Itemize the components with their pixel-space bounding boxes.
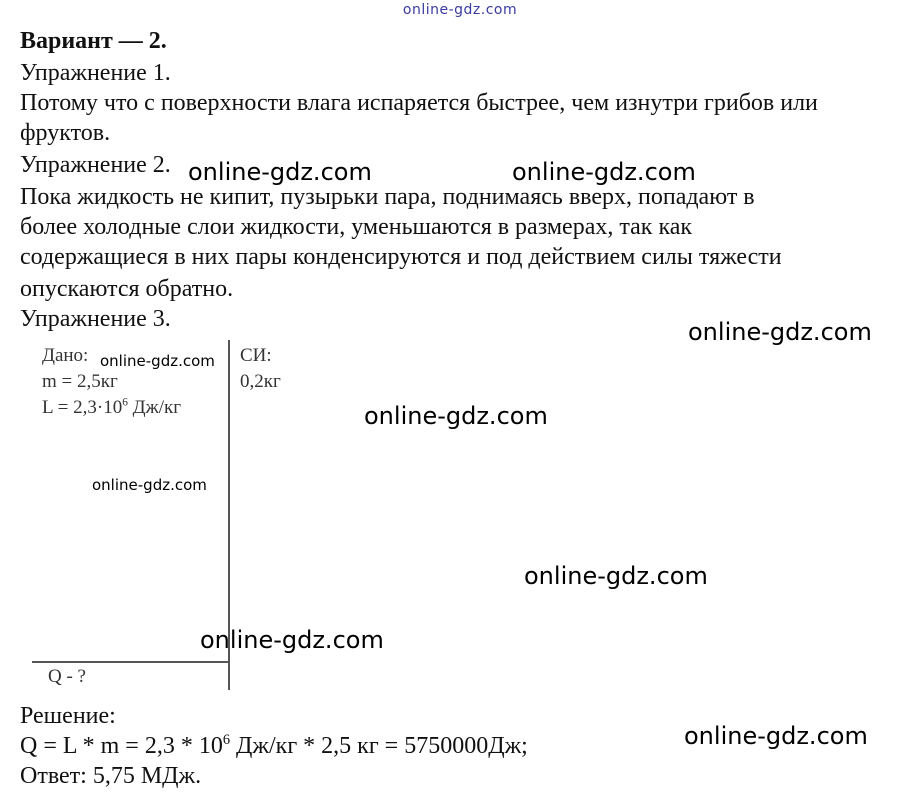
- ex2-line-2: более холодные слои жидкости, уменьшаются в размерах, так как: [20, 214, 693, 240]
- si-value: 0,2кг: [240, 371, 281, 392]
- watermark: online-gdz.com: [364, 402, 548, 430]
- watermark: online-gdz.com: [684, 722, 868, 750]
- ex3-label: Упражнение 3.: [20, 306, 171, 332]
- given-heat: $L = 2,3\cdot 10^6$ Дж/кг: [42, 396, 182, 418]
- ex2-label: Упражнение 2.: [20, 152, 171, 178]
- watermark: online-gdz.com: [200, 626, 384, 654]
- ex1-line-2: фруктов.: [20, 120, 111, 146]
- ex1-line-1: Потому что с поверхности влага испаряется быстрее, чем изнутри грибов или: [20, 90, 818, 116]
- watermark: online-gdz.com: [524, 562, 708, 590]
- variant-heading: Вариант — 2.: [20, 28, 167, 54]
- top-watermark: online-gdz.com: [402, 2, 518, 18]
- si-label: СИ:: [240, 345, 272, 366]
- find-quantity: Q - ?: [48, 666, 86, 687]
- ex1-label: Упражнение 1.: [20, 60, 171, 86]
- given-label: Дано:: [42, 345, 89, 366]
- watermark: online-gdz.com: [100, 352, 215, 370]
- given-mass: m = 2,5кг: [42, 371, 118, 392]
- ex2-line-4: опускаются обратно.: [20, 276, 234, 302]
- given-divider-horizontal: [32, 661, 229, 663]
- watermark: online-gdz.com: [188, 158, 372, 186]
- solution-formula: $Q = L * m = 2,3 * 10^6$ Дж/кг * 2,5 кг = 5750000Дж;: [20, 732, 528, 759]
- ex2-line-3: содержащиеся в них пары конденсируются и под действием силы тяжести: [20, 244, 782, 270]
- watermark: online-gdz.com: [688, 318, 872, 346]
- watermark: online-gdz.com: [92, 476, 207, 494]
- watermark: online-gdz.com: [512, 158, 696, 186]
- answer: Ответ: 5,75 МДж.: [20, 763, 202, 789]
- ex2-line-1: Пока жидкость не кипит, пузырьки пара, поднимаясь вверх, попадают в: [20, 184, 755, 210]
- solution-label: Решение:: [20, 703, 116, 729]
